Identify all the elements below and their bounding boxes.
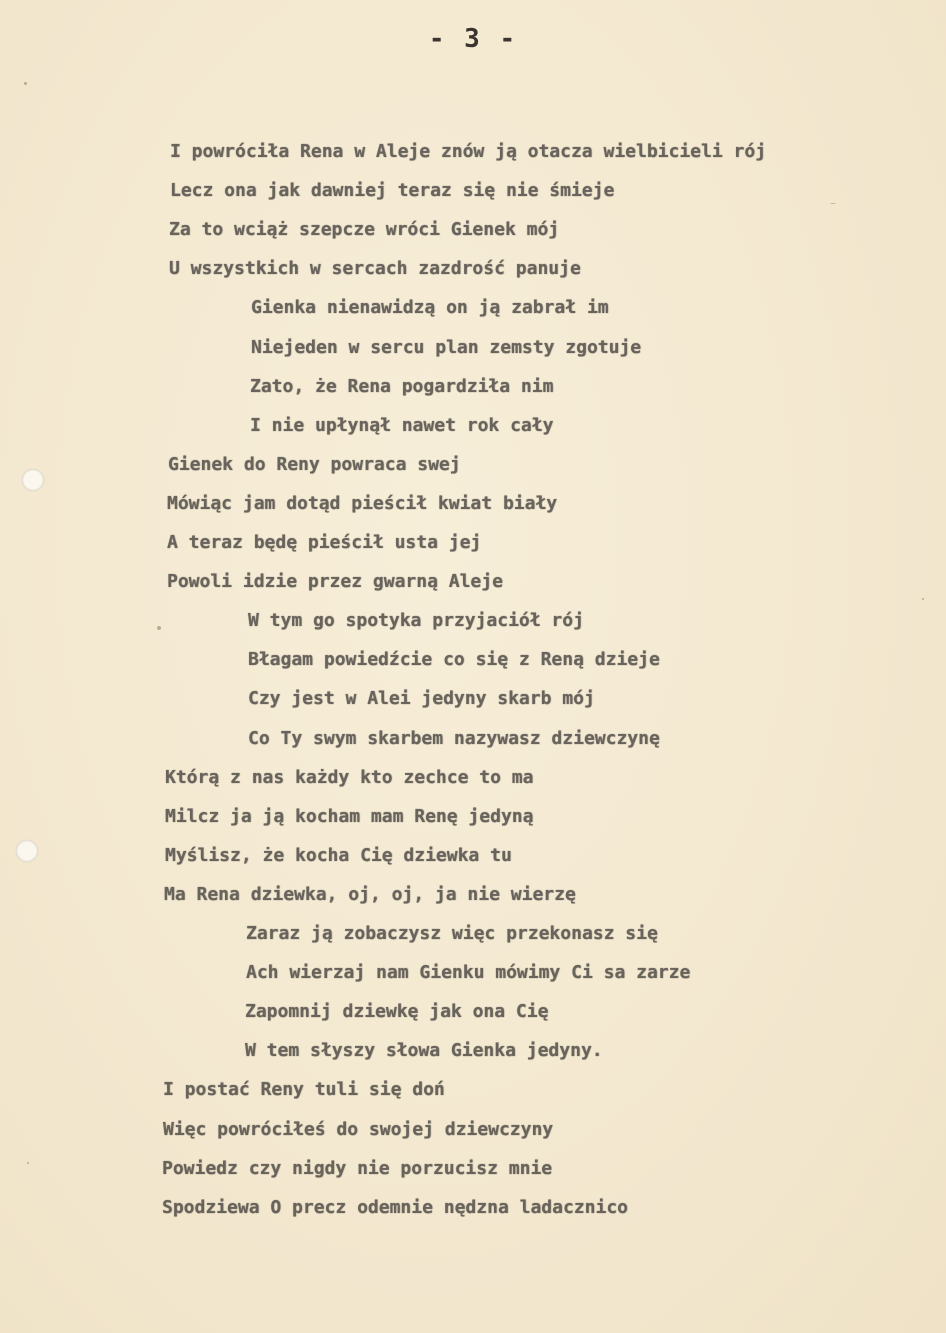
poem-line: Lecz ona jak dawniej teraz się nie śmieje bbox=[170, 180, 615, 201]
poem-line-indented: Zato, że Rena pogardziła nim bbox=[250, 376, 554, 397]
poem-line-indented: W tym go spotyka przyjaciół rój bbox=[248, 610, 584, 631]
poem-line: I postać Reny tuli się doń bbox=[163, 1079, 445, 1100]
poem-line-indented: Gienka nienawidzą on ją zabrał im bbox=[251, 297, 609, 318]
poem-line: Którą z nas każdy kto zechce to ma bbox=[165, 767, 534, 788]
poem-line-indented: W tem słyszy słowa Gienka jedyny. bbox=[245, 1040, 603, 1061]
poem-line-indented: Zaraz ją zobaczysz więc przekonasz się bbox=[246, 923, 658, 944]
poem-line-indented: Błagam powiedźcie co się z Reną dzieje bbox=[248, 649, 660, 670]
poem-line-indented: I nie upłynął nawet rok cały bbox=[250, 415, 554, 436]
poem-line-indented: Zapomnij dziewkę jak ona Cię bbox=[245, 1001, 549, 1022]
poem-line: Ma Rena dziewka, oj, oj, ja nie wierzę bbox=[164, 884, 576, 905]
poem-line: Powiedz czy nigdy nie porzucisz mnie bbox=[162, 1158, 553, 1179]
poem-line: U wszystkich w sercach zazdrość panuje bbox=[169, 258, 581, 279]
poem-line: A teraz będę pieścił usta jej bbox=[167, 532, 482, 553]
poem-line: Milcz ja ją kocham mam Renę jedyną bbox=[165, 806, 534, 827]
poem-line-indented: Ach wierzaj nam Gienku mówimy Ci sa zarze bbox=[246, 962, 691, 983]
poem-line: Mówiąc jam dotąd pieścił kwiat biały bbox=[167, 493, 558, 514]
page-number: - 3 - bbox=[428, 24, 518, 54]
poem-line: Powoli idzie przez gwarną Aleje bbox=[167, 571, 503, 592]
poem-line-indented: Czy jest w Alei jedyny skarb mój bbox=[248, 688, 595, 709]
poem-line: I powróciła Rena w Aleje znów ją otacza wielbicieli rój bbox=[170, 141, 767, 162]
poem-line: Myślisz, że kocha Cię dziewka tu bbox=[165, 845, 512, 866]
poem-line: Za to wciąż szepcze wróci Gienek mój bbox=[169, 219, 560, 240]
poem-line: Więc powróciłeś do swojej dziewczyny bbox=[163, 1119, 554, 1140]
poem-line-indented: Co Ty swym skarbem nazywasz dziewczynę bbox=[248, 728, 660, 749]
poem-line: Gienek do Reny powraca swej bbox=[168, 454, 461, 475]
poem-line-indented: Niejeden w sercu plan zemsty zgotuje bbox=[251, 337, 642, 358]
poem-line: Spodziewa O precz odemnie nędzna ladacznico bbox=[162, 1197, 628, 1218]
